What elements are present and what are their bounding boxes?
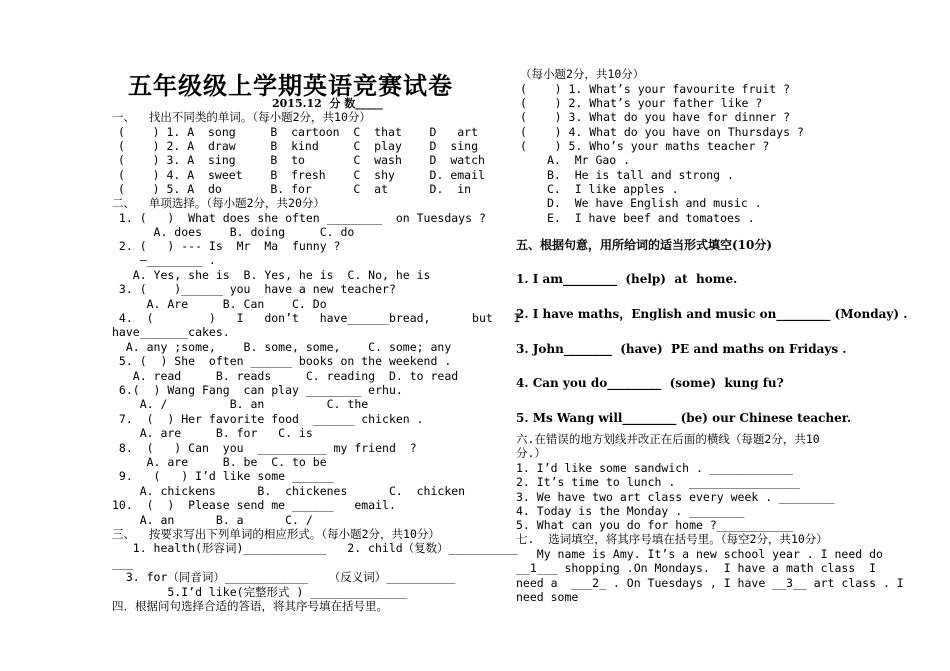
s6-item: 3. We have two art class every week . ________: [516, 490, 835, 504]
section-1-heading: 一、 找出不同类的单词。（每小题2分，共10分）: [112, 110, 371, 124]
s2-line: have_______cakes.: [112, 325, 230, 339]
s4-answer: E. I have beef and tomatoes .: [547, 211, 755, 225]
s1-item: ( ) 5. A do B. for C at D. in: [118, 182, 472, 196]
s2-line: 6.( ) Wang Fang can play ________ erhu.: [112, 383, 403, 397]
s2-line: A. read B. reads C. reading D. to read: [112, 369, 459, 383]
s2-line: A. does B. doing C. do: [112, 225, 355, 239]
s2-line: A. any ;some, B. some, some, C. some; any: [112, 340, 452, 354]
section-4-heading: 四．根据问句选择合适的答语，将其序号填在括号里。: [112, 599, 388, 613]
section-2-heading: 二、 单项选择。（每小题2分，共20分）: [112, 196, 325, 210]
s2-line: A. chickens B. chickenes C. chicken: [112, 484, 466, 498]
exam-title: 五年级级上学期英语竞赛试卷: [128, 71, 453, 100]
s2-line: 7. ( ) Her favorite food ______ chicken .: [112, 412, 424, 426]
section-6-heading-cont: 分.）: [516, 446, 546, 460]
s5-item: 2. I have maths，English and music on_________ (Monday) .: [516, 307, 908, 321]
s5-item: 4. Can you do_________ (some) kung fu?: [516, 376, 784, 390]
s7-passage-line: __1___ shopping .On Mondays. I have a math class I: [516, 561, 877, 575]
section-7-heading: 七. 选词填空，将其序号填在括号里。（每空2分，共10分）: [516, 532, 828, 546]
s4-question: ( ) 4. What do you have on Thursdays ?: [520, 125, 804, 139]
s7-passage-line: need some: [516, 590, 579, 604]
s2-line: 4. ( ) I don’t have______bread, but I: [112, 311, 521, 325]
s2-line: A. are B. for C. is: [112, 426, 313, 440]
s2-line: 2. ( ) --- Is Mr Ma funny ?: [112, 239, 341, 253]
s2-line: 1. ( ) What does she often ________ on Tuesdays ?: [112, 211, 486, 225]
s7-passage-line: My name is Amy. It’s a new school year . I need do: [516, 547, 883, 561]
s3-line: ___: [112, 556, 133, 570]
s4-question: ( ) 3. What do you have for dinner ?: [520, 110, 791, 124]
s1-item: ( ) 3. A sing B to C wash D watch: [118, 153, 485, 167]
s4-question: ( ) 2. What’s your father like ?: [520, 96, 763, 110]
section-6-heading: 六.在错误的地方划线并改正在后面的横线（每题2分，共10: [516, 432, 820, 446]
s2-line: 5. ( ) She often ______ books on the weekend .: [112, 354, 452, 368]
s2-line: A. Yes, she is B. Yes, he is C. No, he is: [112, 268, 431, 282]
s4-answer: D. We have English and music .: [547, 196, 762, 210]
s3-line: 1. health(形容词)____________ 2. child（复数）__________: [112, 541, 518, 555]
s4-question: ( ) 1. What’s your favourite fruit ?: [520, 82, 791, 96]
s6-item: 5. What can you do for home ?___________: [516, 518, 793, 532]
exam-date-score: 2015.12 分 数_____: [272, 97, 383, 110]
s6-item: 4. Today is the Monday . ________: [516, 504, 745, 518]
s4-answer: C. I like apples .: [547, 182, 679, 196]
s2-line: A. / B. an C. the: [112, 397, 369, 411]
s5-item: 1. I am_________ (help) at home.: [516, 272, 738, 286]
s1-item: ( ) 4. A sweet B fresh C shy D. email: [118, 168, 485, 182]
s5-item: 5. Ms Wang will_________ (be) our Chinese teacher.: [516, 411, 852, 425]
s6-item: 2. It’s time to lunch . ________________: [516, 475, 800, 489]
s2-line: A. Are B. Can C. Do: [112, 297, 327, 311]
s2-line: 9. ( ) I’d like some ______: [112, 469, 334, 483]
s2-line: 8. ( ) Can you __________ my friend ?: [112, 441, 417, 455]
s2-line: 3. ( )______ you have a new teacher?: [112, 282, 396, 296]
s2-line: A. an B. a C. /: [112, 513, 313, 527]
s2-line: 10. ( ) Please send me ______ email.: [112, 498, 396, 512]
s3-line: 5.I’d like(完整形式 ) ______________: [112, 585, 408, 599]
s1-item: ( ) 1. A song B cartoon C that D art: [118, 125, 479, 139]
s2-line: A. are B. be C. to be: [112, 455, 327, 469]
s4-answer: A. Mr Gao .: [547, 153, 631, 167]
s4-answer: B. He is tall and strong .: [547, 168, 734, 182]
section-3-heading: 三、 按要求写出下列单词的相应形式。（每小题2分，共10分）: [112, 527, 440, 541]
section-5-heading: 五、根据句意，用所给词的适当形式填空(10分): [516, 238, 773, 252]
s7-passage-line: need a ___2_ . On Tuesdays , I have __3__ art class . I: [516, 576, 904, 590]
s3-line: 3. for（同音词）____________ （反义词）__________: [112, 570, 456, 584]
s4-note: （每小题2分，共10分）: [520, 67, 645, 81]
s2-line: —________ .: [112, 253, 216, 267]
s4-question: ( ) 5. Who’s your maths teacher ?: [520, 139, 770, 153]
s1-item: ( ) 2. A draw B kind C play D sing: [118, 139, 479, 153]
s6-item: 1. I’d like some sandwich . ____________: [516, 461, 793, 475]
s5-item: 3. John________ (have) PE and maths on Fridays .: [516, 342, 847, 356]
